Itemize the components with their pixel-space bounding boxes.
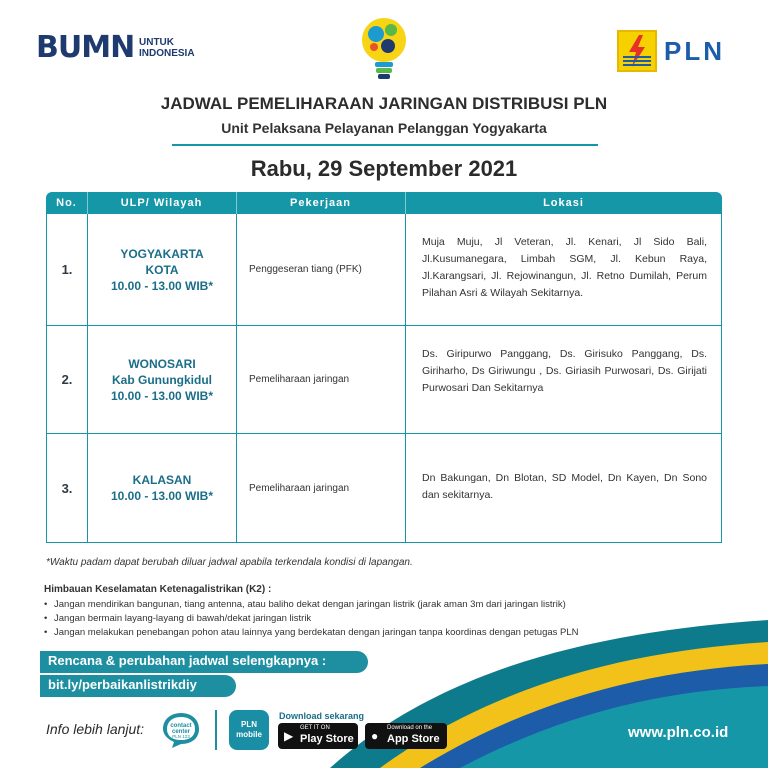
table-row <box>47 326 721 433</box>
page-subtitle: Unit Pelaksana Pelayanan Pelanggan Yogyakarta <box>221 120 547 136</box>
column-header-ulp: ULP/ Wilayah <box>120 197 203 209</box>
website-link[interactable]: www.pln.co.id <box>628 724 729 741</box>
k2-item: • Jangan bermain layang-layang di bawah/dekat jaringan listrik <box>44 613 312 624</box>
pln-mobile-app-icon[interactable]: PLN mobile <box>229 710 269 750</box>
bumn-logo-word: BUMN <box>36 30 135 65</box>
row-job: Pemeliharaan jaringan <box>237 434 406 542</box>
pln-lightning-icon <box>617 30 657 72</box>
row-ulp: KALASAN 10.00 - 13.00 WIB* <box>88 434 237 542</box>
lightbulb-icon <box>358 14 410 82</box>
row-number: 1. <box>47 214 88 325</box>
table-row <box>47 214 721 325</box>
table-header <box>46 192 722 214</box>
page-title: JADWAL PEMELIHARAAN JARINGAN DISTRIBUSI PLN <box>160 94 608 113</box>
schedule-info-banner: Rencana & perubahan jadwal selengkapnya : <box>40 651 368 673</box>
column-header-job: Pekerjaan <box>290 197 351 209</box>
row-job: Pemeliharaan jaringan <box>237 326 406 433</box>
schedule-date: Rabu, 29 September 2021 <box>250 156 518 181</box>
row-number: 2. <box>47 326 88 433</box>
footnote: *Waktu padam dapat berubah diluar jadwal apabila terkendala kondisi di lapangan. <box>46 557 413 568</box>
svg-text:contact: contact <box>170 723 192 729</box>
k2-item: • Jangan melakukan penebangan pohon atau lainnya yang berdekatan dengan jaringan tanpa koordinas dengan petugas PLN <box>44 627 579 638</box>
footer-divider <box>215 710 217 750</box>
k2-item: • Jangan mendirikan bangunan, tiang antenna, atau baliho dekat dengan jaringan listrik (jarak aman 3m dari jaringan listrik) <box>44 599 566 610</box>
column-header-no: No. <box>56 197 77 209</box>
row-job: Penggeseran tiang (PFK) <box>237 214 406 325</box>
bumn-logo-tagline: UNTUK INDONESIA <box>139 37 195 59</box>
row-location: Muja Muju, Jl Veteran, Jl. Kenari, Jl Sido Bali, Jl.Kusumanegara, Limbah SGM, Jl. Kebun Raya, Jl.Karangsari, Jl. Rejowinangun, Jl. Retno Dumilah, Perum Pilahan Asri & Wilayah Sekitarnya. <box>422 236 707 299</box>
row-ulp: WONOSARI Kab Gunungkidul 10.00 - 13.00 WIB* <box>88 326 237 433</box>
schedule-table <box>46 214 722 543</box>
info-label: Info lebih lanjut: <box>46 721 145 737</box>
svg-text:PLN 123: PLN 123 <box>172 734 190 739</box>
k2-title: Himbauan Keselamatan Ketenagalistrikan (K2) : <box>44 584 272 595</box>
play-store-icon: ▶ <box>284 729 294 743</box>
column-header-location: Lokasi <box>543 197 584 209</box>
row-location: Dn Bakungan, Dn Blotan, SD Model, Dn Kayen, Dn Sono dan sekitarnya. <box>422 472 707 501</box>
row-ulp: YOGYAKARTA KOTA 10.00 - 13.00 WIB* <box>88 214 237 325</box>
google-play-button[interactable]: ▶ GET IT ON Play Store <box>278 723 358 749</box>
pln-logo-text: PLN <box>664 36 725 66</box>
pln-logo <box>617 30 737 74</box>
contact-center-icon[interactable] <box>160 710 202 750</box>
row-location: Ds. Giripurwo Panggang, Ds. Girisuko Panggang, Ds. Giriharho, Ds Giriwungu , Ds. Giriasih Purwosari, Ds. Girijati Purwosari Dan Sekitarnya <box>422 348 707 394</box>
schedule-link[interactable]: bit.ly/perbaikanlistrikdiy <box>40 675 236 697</box>
apple-icon: ● <box>371 729 379 743</box>
title-divider <box>172 144 598 146</box>
bumn-logo <box>36 30 206 70</box>
app-store-button[interactable]: ● Download on the App Store <box>365 723 447 749</box>
download-label: Download sekarang <box>279 711 365 721</box>
row-number: 3. <box>47 434 88 542</box>
svg-text:center: center <box>171 729 191 735</box>
table-row <box>47 434 721 542</box>
